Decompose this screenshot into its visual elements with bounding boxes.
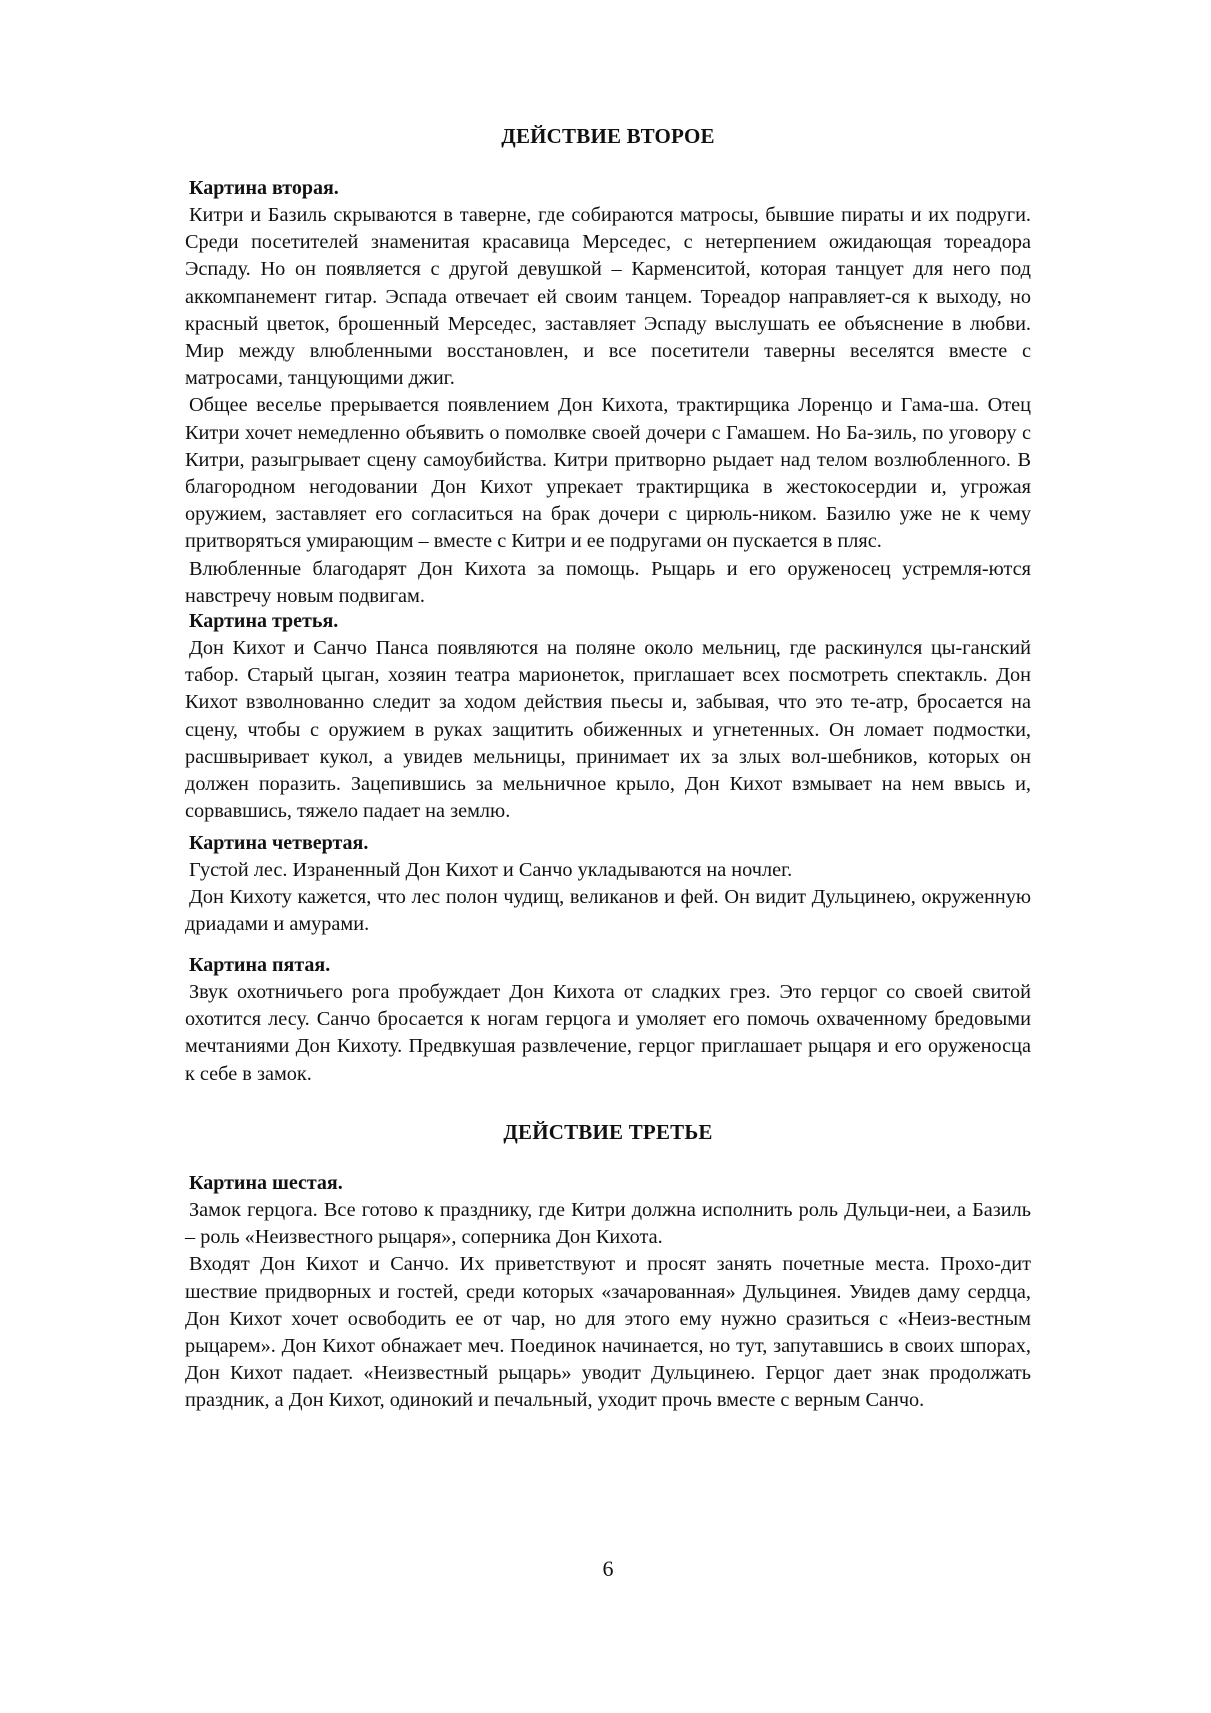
- scene-six: [185, 1170, 1031, 1415]
- scene-two: [185, 175, 1031, 610]
- scene-five-title: Картина пятая.: [189, 954, 331, 976]
- scene-six-title: Картина шестая.: [189, 1172, 343, 1194]
- document-page: [185, 0, 1031, 1713]
- act-two-heading: ДЕЙСТВИЕ ВТОРОЕ: [501, 124, 715, 148]
- scene-two-paragraph-1: Китри и Базиль скрываются в таверне, где собираются матросы, бывшие пираты и их подруги. Среди посетителей знаменитая красавица Мерседес, с нетерпением ожидающая тореадора Эспаду. Но он появляется с другой девушкой – Карменситой, которая танцует для него под аккомпанемент гитар. Эспада отвечает ей своим танцем. Тореадор направляет-ся к выходу, но красный цветок, брошенный Мерседес, заставляет Эспаду выслушать ее объяснение в любви. Мир между влюбленными восстановлен, и все посетители таверны веселятся вместе с матросами, танцующими джиг.: [185, 204, 1031, 390]
- scene-four-paragraph-2: Дон Кихоту кажется, что лес полон чудищ, великанов и фей. Он видит Дульцинею, окруженную дриадами и амурами.: [185, 886, 1031, 936]
- scene-six-paragraph-2: Входят Дон Кихот и Санчо. Их приветствуют и просят занять почетные места. Прохо-дит шествие придворных и гостей, среди которых «зачарованная» Дульцинея. Увидев даму сердца, Дон Кихот хочет освободить ее от чар, но для этого ему нужно сразиться с «Неиз-вестным рыцарем». Дон Кихот обнажает меч. Поединок начинается, но тут, запутавшись в своих шпорах, Дон Кихот падает. «Неизвестный рыцарь» уводит Дульцинею. Герцог дает знак продолжать праздник, а Дон Кихот, одинокий и печальный, уходит прочь вместе с верным Санчо.: [185, 1253, 1031, 1412]
- page-number: 6: [602, 1556, 614, 1581]
- scene-two-paragraph-2: Общее веселье прерывается появлением Дон Кихота, трактирщика Лоренцо и Гама-ша. Отец Китри хочет немедленно объявить о помолвке своей дочери с Гамашем. Но Ба-зиль, по уговору с Китри, разыгрывает сцену самоубийства. Китри притворно рыдает над телом возлюбленного. В благородном негодовании Дон Кихот упрекает трактирщика в жестокосердии и, угрожая оружием, заставляет его согласиться на брак дочери с цирюль-ником. Базилю уже не к чему притворяться умирающим – вместе с Китри и ее подругами он пускается в пляс.: [185, 394, 1031, 553]
- scene-three-paragraph-1: Дон Кихот и Санчо Панса появляются на поляне около мельниц, где раскинулся цы-ганский табор. Старый цыган, хозяин театра марионеток, приглашает всех посмотреть спектакль. Дон Кихот взволнованно следит за ходом действия пьесы и, забывая, что это те-атр, бросается на сцену, чтобы с оружием в руках защитить обиженных и угнетенных. Он ломает подмостки, расшвыривает кукол, а увидев мельницы, принимает их за злых вол-шебников, которых он должен поразить. Зацепившись за мельничное крыло, Дон Кихот взмывает на нем ввысь и, сорвавшись, тяжело падает на землю.: [185, 637, 1031, 823]
- act-three-heading: ДЕЙСТВИЕ ТРЕТЬЕ: [503, 1120, 713, 1144]
- scene-five: [185, 952, 1031, 1088]
- scene-four-paragraph-1: Густой лес. Израненный Дон Кихот и Санчо укладываются на ночлег.: [189, 859, 793, 881]
- scene-three-title: Картина третья.: [189, 610, 339, 632]
- scene-three: [185, 608, 1031, 825]
- scene-four-title: Картина четвертая.: [189, 832, 369, 854]
- scene-two-paragraph-3: Влюбленные благодарят Дон Кихота за помощь. Рыцарь и его оруженосец устремля-ются навстречу новым подвигам.: [185, 557, 1031, 607]
- scene-five-paragraph-1: Звук охотничьего рога пробуждает Дон Кихота от сладких грез. Это герцог со своей свитой охотится лесу. Санчо бросается к ногам герцога и умоляет его помочь охваченному бредовыми мечтаниями Дон Кихоту. Предвкушая развлечение, герцог приглашает рыцаря и его оруженосца к себе в замок.: [185, 981, 1031, 1085]
- scene-six-paragraph-1: Замок герцога. Все готово к празднику, где Китри должна исполнить роль Дульци-неи, а Базиль – роль «Неизвестного рыцаря», соперника Дон Кихота.: [185, 1199, 1031, 1249]
- scene-four: [185, 830, 1031, 939]
- scene-two-title: Картина вторая.: [189, 177, 339, 199]
